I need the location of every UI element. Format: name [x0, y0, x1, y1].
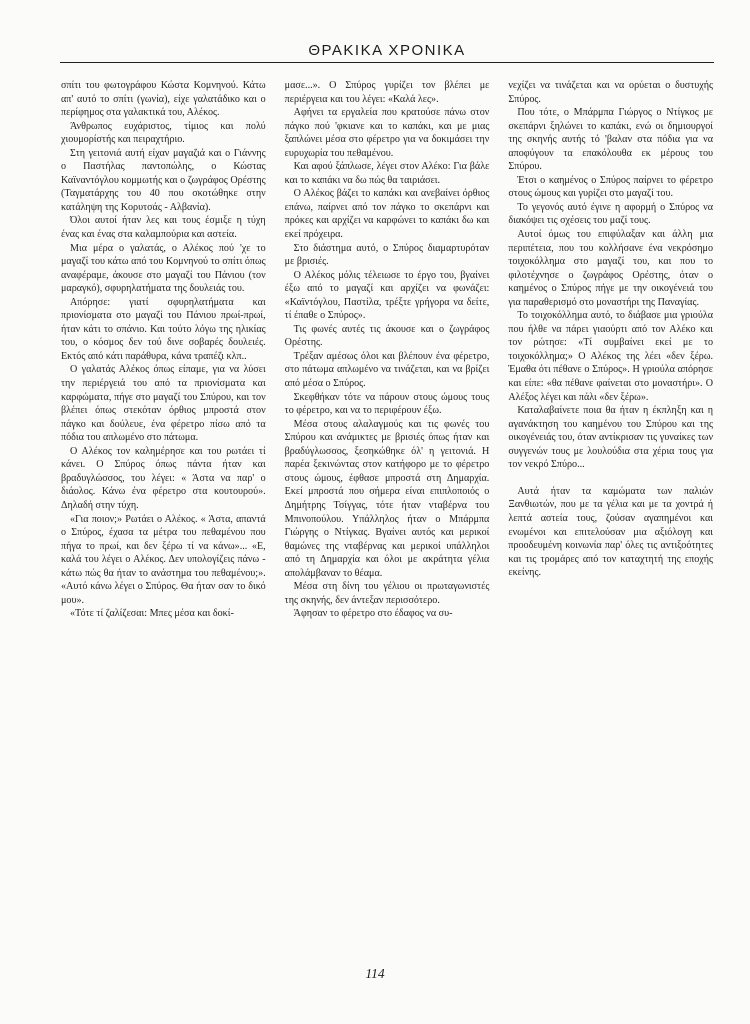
paragraph: Το γεγονός αυτό έγινε η αφορμή ο Σπύρος να διακόψει τις σχέσεις του μαζί τους.: [508, 201, 714, 227]
paragraph: Τις φωνές αυτές τις άκουσε και ο ζωγράφος Ορέστης.: [284, 323, 490, 349]
paragraph: Ο Αλέκος τον καλημέρησε και του ρωτάει τί κάνει. Ο Σπύρος όπως πάντα ήταν και βραδυγλώσσος, του λέγει: « Άστα να παρ' ο διάολος. Κάνω ένα φέρετρο στα κουτουρού». Δηλαδή στην τύχη.: [61, 445, 266, 511]
paragraph: Ο γαλατάς Αλέκος όπως είπαμε, για να λύσει την περιέργειά του από τα πριονίσματα και καρφώματα, πήγε στο μαγαζί του Σπύρου, και τον βλέπει όπως στεκόταν όρθιος μπροστά στον πάγκο και δούλευε, ένα φέρετρο πίσω από τα πόδια του απλωμένο στο πάτωμα.: [61, 364, 266, 444]
paragraph: σπίτι του φωτογράφου Κώστα Κομνηνού. Κάτω απ' αυτό το σπίτι (γωνία), είχε γαλατάδικο και ο περίφημος στα γαλακτικά του, Αλέκος.: [61, 80, 266, 119]
text-column-1: [61, 79, 266, 621]
paragraph: Απόρησε: γιατί σφυρηλατήματα και πριονίσματα στο μαγαζί του Πάνιου πρωί-πρωί, ήταν κάτι το σπάνιο. Και τούτο λόγω της ηλικίας του, ο κόσμος δεν τού δινε σοβαρές δουλειές. Εκτός από κάτι παράθυρα, κάνα τραπέζι κλπ..: [61, 296, 266, 362]
paragraph: Ο Αλέκος μόλις τέλειωσε το έργο του, βγαίνει έξω από το μαγαζί και αρχίζει να φωνάζει: «Καϊντόγλου, Παστίλα, τρέξτε γρήγορα να δείτε, τί έπαθε ο Σπύρος».: [284, 269, 490, 322]
paragraph: Σκεφθήκαν τότε να πάρουν στους ώμους τους το φέρετρο, και να το περιφέρουν έξω.: [284, 391, 490, 417]
paragraph: «Για ποιον;» Ρωτάει ο Αλέκος. « Άστα, απαντά ο Σπύρος, έχασα τα μέτρα του πεθαμένου που πήγα το πρωί, και δεν ξέρω τί να κάνω»... «Ε, καλά του λέγει ο Αλέκος. Δεν υπολογίζεις πάνω - κάτω πώς θα ήταν το ανάστημα του πεθαμένου;». «Αυτό κάνω λέγει ο Σπύρος. Θα ήταν σαν το δικό μου».: [61, 513, 266, 606]
paragraph: Έτσι ο καημένος ο Σπύρος παίρνει το φέρετρο στους ώμους και γυρίζει στο μαγαζί του.: [508, 174, 714, 200]
paragraph: μασε...». Ο Σπύρος γυρίζει τον βλέπει με περιέργεια και του λέγει: «Καλά λες».: [284, 80, 490, 105]
paragraph: Που τότε, ο Μπάρμπα Γιώργος ο Ντίγκος με σκεπάρνι ξηλώνει το καπάκι, ενώ οι δημιουργοί της σκηνής αυτής τό 'βαλαν στα πόδια για να αποφύγουν τα επακόλουθα εκ μέρους του Σπύρου.: [508, 107, 714, 173]
page-number: 114: [365, 966, 385, 981]
paragraph: Όλοι αυτοί ήταν λες και τους έσμιξε η τύχη ένας και ένας στα καλαμπούρια και αστεία.: [61, 215, 266, 241]
text-columns: [61, 79, 713, 621]
paragraph: Ο Αλέκος βάζει το καπάκι και ανεβαίνει όρθιος επάνω, παίρνει από τον πάγκο το σκεπάρνι και πρόκες και αρχίζει να καρφώνει το καπάκι δω και εκεί πρόχειρα.: [284, 188, 490, 241]
paragraph: Και αφού ξάπλωσε, λέγει στον Αλέκο: Για βάλε και το καπάκι να δω πώς θα ταιριάσει.: [284, 161, 490, 186]
paragraph: Αυτοί όμως του επιφύλαξαν και άλλη μια περιπέτεια, που του κολλήσανε ένα νεκρόσημο τοιχοκόλλημα στο μαγαζί του, και που το φιλοτέχνησε ο ζωγράφος Ορέστης, όταν ο καημένος ο Σπύρος πήγε με την οικογένειά του για παραθερισμό στο μοναστήρι της Παναγίας.: [508, 229, 714, 308]
paragraph: «Τότε τί ζαλίζεσαι: Μπες μέσα και δοκί-: [70, 608, 234, 620]
paragraph: Στο διάστημα αυτό, ο Σπύρος διαμαρτυρόταν με βρισιές.: [284, 242, 490, 268]
paragraph: Το τοιχοκόλλημα αυτό, το διάβασε μια γριούλα που ήλθε να πάρει γιαούρτι από τον Αλέκο και τον ρώτησε: «Τί συμβαίνει εκεί με το τοιχοκόλλημα;» Ο Αλέκος της λέει «δεν ξέρω. Έμαθα ότι πέθανε ο Σπύρος». Η γριούλα απόρησε και είπε: «θα πέθανε φαίνεται στο μοναστήρι». Ο Αλέξος λέγει και πάλι «δεν ξέρω».: [508, 310, 714, 403]
paragraph: νεχίζει να τινάζεται και να ορύεται ο δυστυχής Σπύρος.: [508, 80, 714, 105]
paragraph: Καταλαβαίνετε ποια θα ήταν η έκπληξη και η αγανάκτηση του καημένου του Σπύρου και της οικογένειάς του, όταν αντίκρισαν τις γυναίκες των συγγενών τους με λουλούδια στα χέρια τους για τον νεκρό Σπύρο...: [508, 405, 714, 471]
paragraph: Αφήνει τα εργαλεία που κρατούσε πάνω στον πάγκο πού 'φκιανε και το καπάκι, και με μιας ξαπλώνει μέσα στο φέρετρο για να δοκιμάσει την ευρυχωρία του πεθαμένου.: [284, 107, 490, 159]
paragraph: Άνθρωπος ευχάριστος, τίμιος και πολύ χιουμορίστής και πειραχτήριο.: [61, 120, 266, 146]
paragraph: Μέσα στους αλαλαγμούς και τις φωνές του Σπύρου και ανάμικτες με βρισιές όπως ήταν και βραδύγλωσσος, ξεσηκώθηκε όλ' η γειτονιά. Η παρέα ξεκινώντας στον κατήφορο με το φέρετρο στους ώμους, έφθασε μπροστά στη Δημαρχία. Εκεί μπροστά που σήμερα είναι επιπλοποιός ο Δημήτρης Τσίγγας, τότε ήταν νταβέρνα του Μπινοπούλου. Υπάλληλος ήταν ο Μπάρμπα Γιώργης ο Ντίγκας. Βγαίνει αυτός και μερικοί θαμώνες της νταβέρνας και μερικοί υπάλληλοι από τη Δημαρχία και όλοι με ακράτητα γέλια απολάμβαναν το θέαμα.: [284, 418, 490, 579]
paragraph: Τρέξαν αμέσως όλοι και βλέπουν ένα φέρετρο, στο πάτωμα απλωμένο να τινάζεται, και να βρίζει από μέσα ο Σπύρος.: [284, 350, 490, 390]
paragraph: Άφησαν το φέρετρο στο έδαφος να συ-: [293, 608, 453, 620]
closing-paragraph: Αυτά ήταν τα καμώματα των παλιών Ξανθιωτών, που με τα γέλια και με τα χοντρά ή λεπτά αστεία τους, ζούσαν αγαπημένοι και ενωμένοι και επιτελούσαν μια αξιόλογη και προοδευμένη κοινωνία παρ' όλες τις αντιξοότητες και τις τρομάρες από τον καταχτητή της εποχής εκείνης.: [508, 485, 714, 579]
text-column-3: [508, 79, 713, 621]
paragraph: Μια μέρα ο γαλατάς, ο Αλέκος πού 'χε το μαγαζί του κάτω από του Κομνηνού το σπίτι όπως αναφέραμε, άκουσε στο μαγαζί του Πάνιου (τον μαραγκό), σφυρηλατήματα της δουλειάς του.: [61, 242, 266, 295]
text-column-2: [285, 79, 490, 621]
paragraph: Μέσα στη δίνη του γέλιου οι πρωταγωνιστές της σκηνής, δεν άντεξαν περισσότερο.: [284, 581, 490, 606]
journal-title: ΘΡΑΚΙΚΑ ΧΡΟΝΙΚΑ: [308, 42, 466, 59]
paragraph: Στη γειτονιά αυτή είχαν μαγαζιά και ο Γιάννης ο Παστήλας παντοπώλης, ο Κώστας Καϊναντόγλου κομμωτής και ο ζωγράφος Ορέστης (Ταγματάρχης του 40 που σκοτώθηκε στην κατάληψη της Κορυτσάς - Αλβανία).: [61, 147, 266, 213]
running-header: [60, 42, 714, 63]
